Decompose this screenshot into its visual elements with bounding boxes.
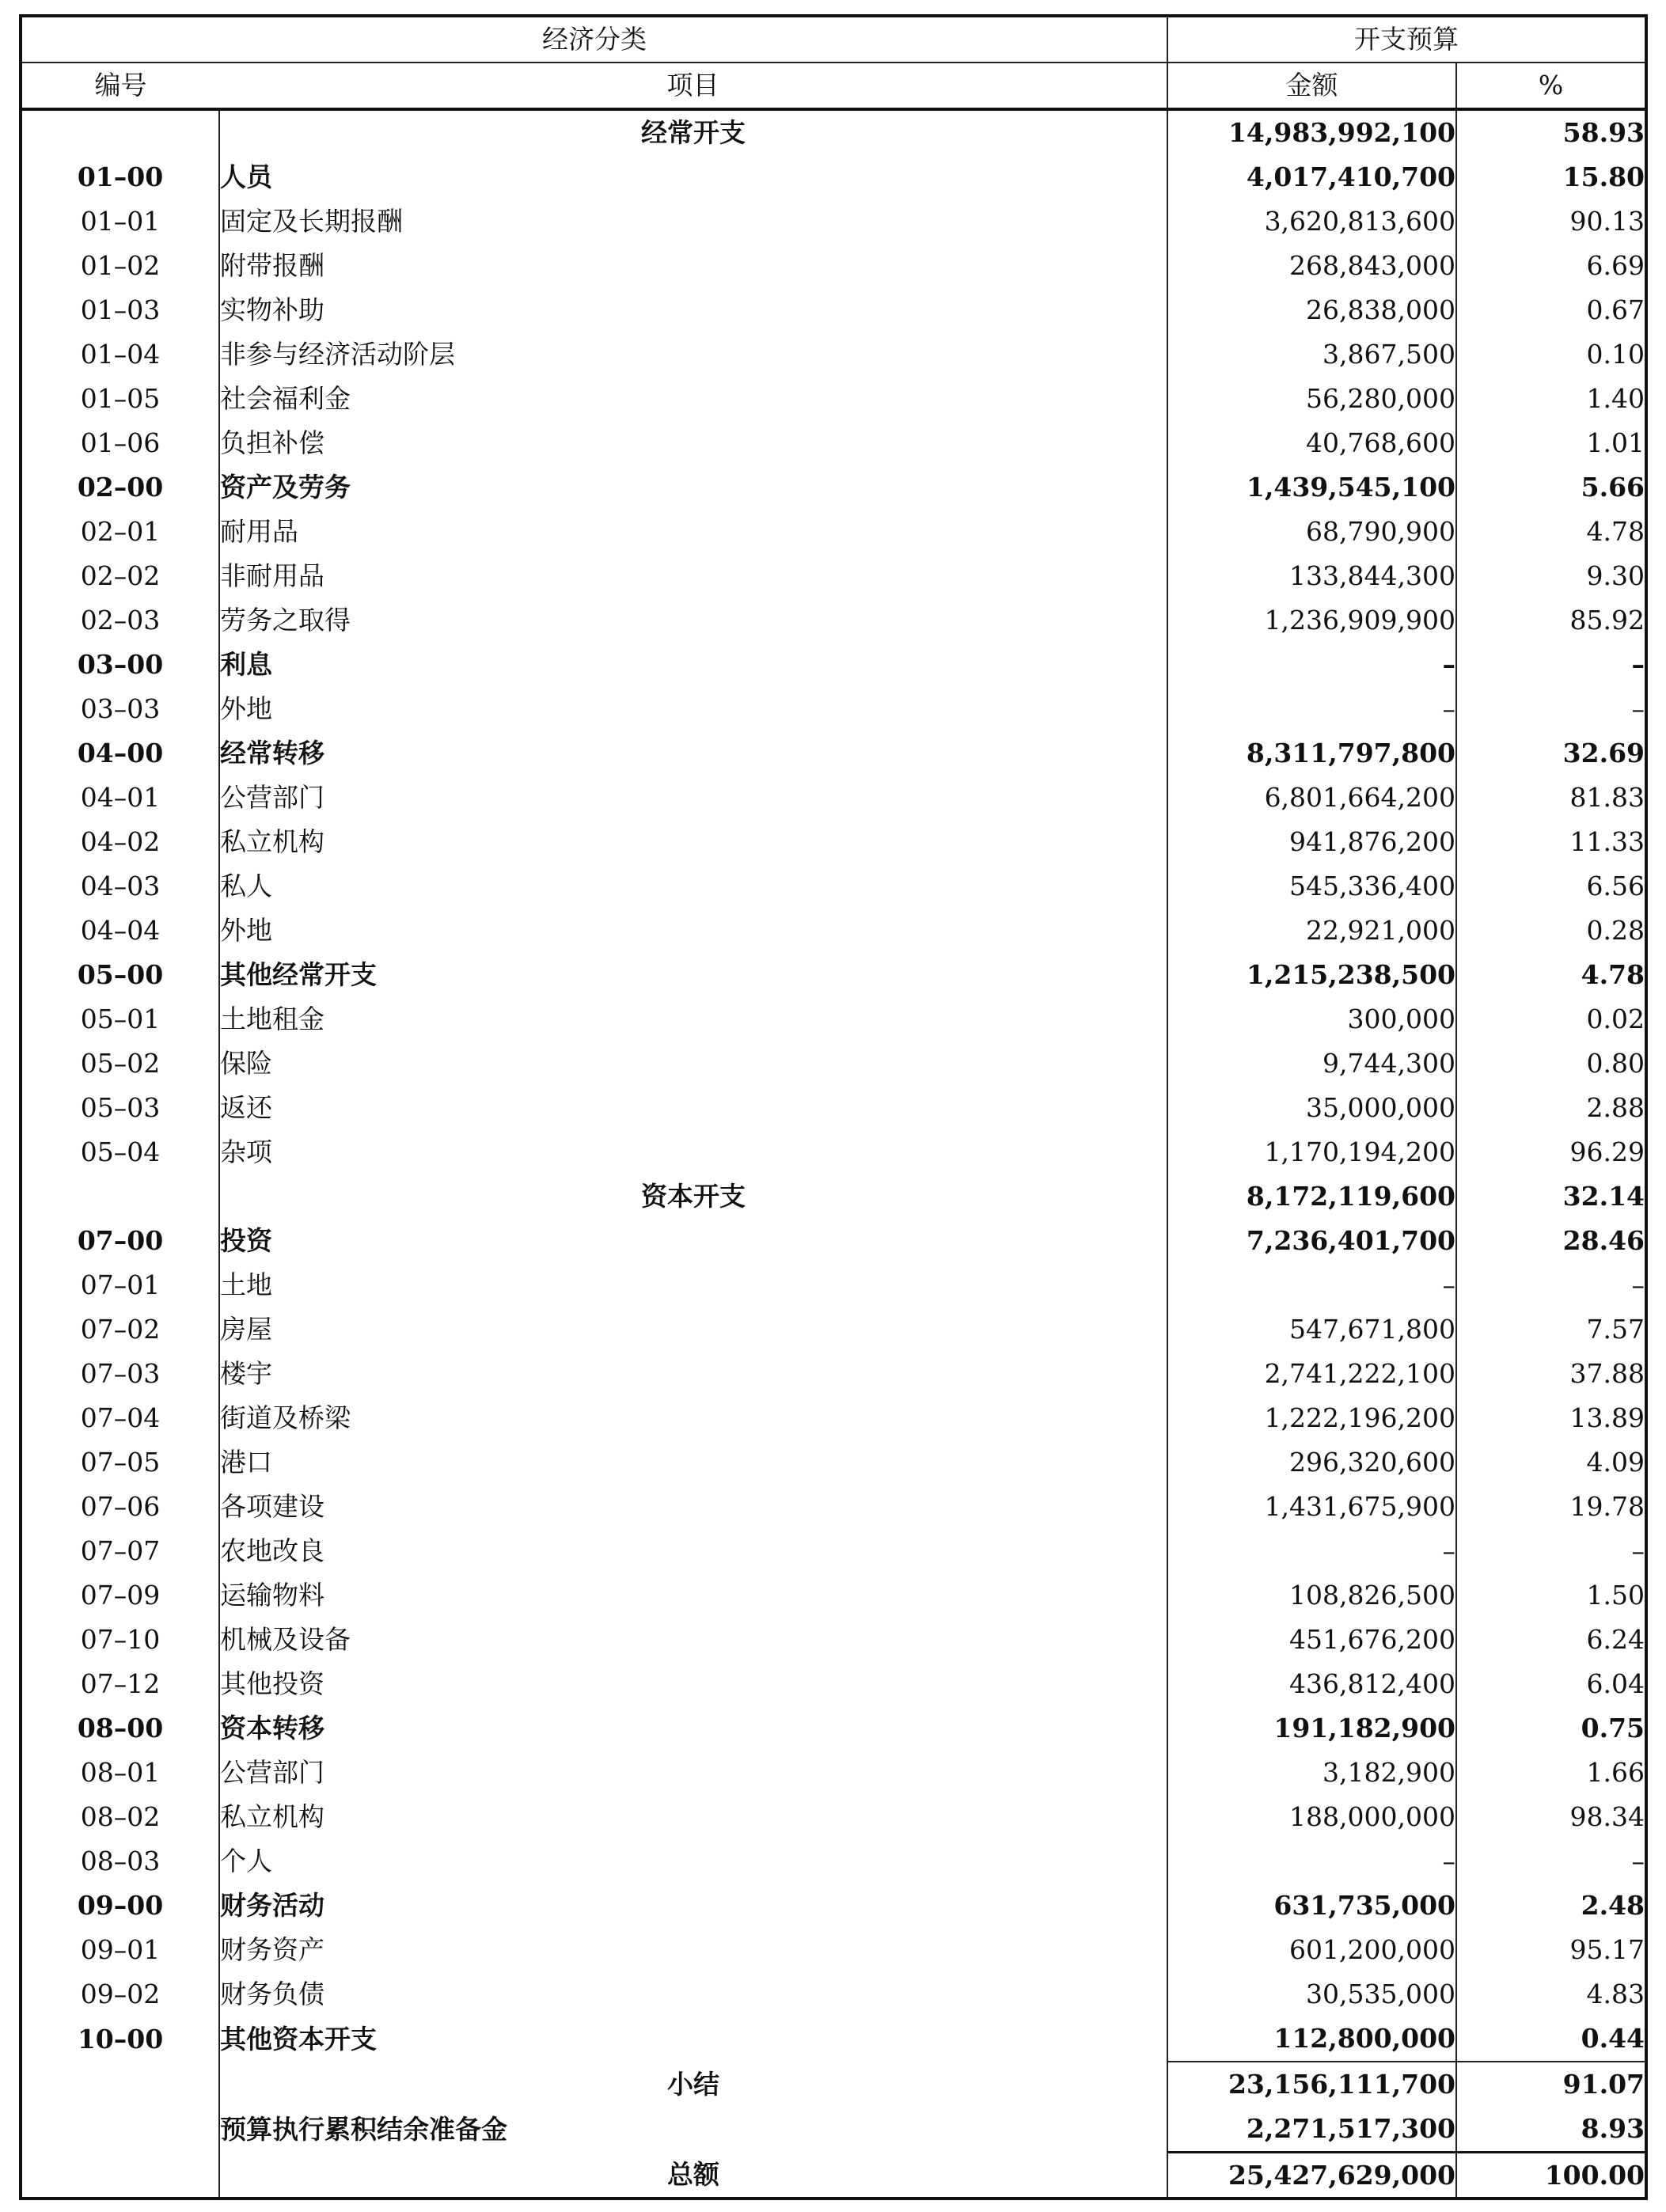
budget-table-sheet [19, 14, 1648, 2200]
row-percent: 98.34 [1456, 1795, 1645, 1839]
row-code: 04–03 [22, 864, 219, 909]
table-row [22, 421, 1645, 465]
row-item: 负担补偿 [220, 427, 324, 458]
header-code: 编号 [22, 63, 219, 109]
row-item: 其他经常开支 [220, 959, 377, 990]
table-row [22, 864, 1645, 909]
row-amount: 545,336,400 [1167, 864, 1456, 909]
row-amount: 23,156,111,700 [1167, 2062, 1456, 2107]
row-item: 个人 [220, 1846, 272, 1876]
row-item: 街道及桥梁 [220, 1402, 351, 1433]
row-item: 预算执行累积结余准备金 [220, 2113, 507, 2145]
row-percent: 7.57 [1456, 1307, 1645, 1352]
row-amount: 436,812,400 [1167, 1662, 1456, 1706]
row-code: 04–04 [22, 909, 219, 953]
row-item: 返还 [220, 1092, 272, 1123]
row-code: 02–02 [22, 554, 219, 598]
row-percent: 1.01 [1456, 421, 1645, 465]
row-item: 资本转移 [220, 1713, 324, 1743]
row-percent: 1.66 [1456, 1751, 1645, 1795]
row-amount: 547,671,800 [1167, 1307, 1456, 1352]
row-item: 财务活动 [220, 1890, 324, 1921]
row-amount: 1,170,194,200 [1167, 1130, 1456, 1174]
row-item: 非耐用品 [220, 560, 324, 591]
row-code: 05–02 [22, 1041, 219, 1086]
row-amount: 188,000,000 [1167, 1795, 1456, 1839]
table-row [22, 510, 1645, 554]
row-item: 耐用品 [220, 516, 298, 547]
row-amount: 4,017,410,700 [1167, 155, 1456, 199]
row-item: 人员 [220, 161, 272, 192]
row-percent: 4.78 [1456, 953, 1645, 997]
row-percent: 0.67 [1456, 288, 1645, 332]
row-code: 02–00 [22, 465, 219, 510]
table-row [22, 1928, 1645, 1972]
row-percent: 0.80 [1456, 1041, 1645, 1086]
row-amount: 1,215,238,500 [1167, 953, 1456, 997]
row-item: 投资 [220, 1225, 272, 1256]
table-row [22, 1086, 1645, 1130]
row-percent: 19.78 [1456, 1485, 1645, 1529]
row-code: 09–01 [22, 1928, 219, 1972]
row-amount: 7,236,401,700 [1167, 1219, 1456, 1263]
table-row [22, 1529, 1645, 1573]
row-code: 07–06 [22, 1485, 219, 1529]
table-row [22, 1263, 1645, 1307]
row-code: 03–03 [22, 687, 219, 731]
row-percent: 9.30 [1456, 554, 1645, 598]
row-code: 02–03 [22, 598, 219, 643]
row-code: 01–06 [22, 421, 219, 465]
row-item: 外地 [220, 693, 272, 724]
row-item: 利息 [220, 649, 272, 680]
row-code: 07–04 [22, 1396, 219, 1440]
row-code: 01–00 [22, 155, 219, 199]
row-item: 其他投资 [220, 1668, 324, 1699]
row-amount: 3,182,900 [1167, 1751, 1456, 1795]
row-item: 杂项 [220, 1136, 272, 1167]
row-item: 外地 [220, 915, 272, 946]
row-percent: 6.56 [1456, 864, 1645, 909]
table-row [22, 332, 1645, 377]
table-row [22, 1751, 1645, 1795]
row-amount: 26,838,000 [1167, 288, 1456, 332]
row-code: 01–01 [22, 199, 219, 244]
row-item: 小结 [667, 2068, 719, 2100]
row-amount: 68,790,900 [1167, 510, 1456, 554]
row-code: 04–01 [22, 776, 219, 820]
row-item: 土地租金 [220, 1004, 324, 1034]
row-percent: 4.09 [1456, 1440, 1645, 1485]
table-row [22, 1573, 1645, 1618]
row-item: 私立机构 [220, 1801, 324, 1832]
table-row [22, 554, 1645, 598]
row-item: 土地 [220, 1269, 272, 1300]
row-item: 其他资本开支 [220, 2023, 377, 2055]
row-amount: 25,427,629,000 [1167, 2153, 1456, 2199]
row-percent: 32.14 [1456, 1174, 1645, 1219]
row-amount: 40,768,600 [1167, 421, 1456, 465]
table-row [22, 1884, 1645, 1928]
header-item: 项目 [219, 63, 1167, 109]
row-code: 09–00 [22, 1884, 219, 1928]
row-item: 经常开支 [641, 117, 746, 148]
table-row [22, 377, 1645, 421]
row-amount: – [1167, 1263, 1456, 1307]
row-percent: 81.83 [1456, 776, 1645, 820]
row-percent: 6.69 [1456, 244, 1645, 288]
row-percent: 11.33 [1456, 820, 1645, 864]
row-item: 私立机构 [220, 826, 324, 857]
row-code: 05–04 [22, 1130, 219, 1174]
row-item: 资本开支 [641, 1181, 746, 1212]
row-item: 资产及劳务 [220, 472, 351, 503]
row-percent: 96.29 [1456, 1130, 1645, 1174]
row-item: 总额 [667, 2159, 719, 2191]
row-percent: – [1456, 643, 1645, 687]
table-row [22, 1706, 1645, 1751]
row-percent: 90.13 [1456, 199, 1645, 244]
row-amount: 1,431,675,900 [1167, 1485, 1456, 1529]
table-row [22, 1972, 1645, 2017]
row-percent: 4.78 [1456, 510, 1645, 554]
row-percent: 1.50 [1456, 1573, 1645, 1618]
row-code: 05–03 [22, 1086, 219, 1130]
row-amount: 6,801,664,200 [1167, 776, 1456, 820]
table-row [22, 2107, 1645, 2153]
row-percent: 58.93 [1456, 109, 1645, 155]
row-amount: – [1167, 643, 1456, 687]
table-row [22, 2017, 1645, 2062]
row-percent: 6.24 [1456, 1618, 1645, 1662]
row-item: 经常转移 [220, 738, 324, 768]
row-percent: 0.02 [1456, 997, 1645, 1041]
row-amount: 451,676,200 [1167, 1618, 1456, 1662]
table-row [22, 1041, 1645, 1086]
row-item: 港口 [220, 1447, 272, 1478]
table-row [22, 820, 1645, 864]
row-code: 09–02 [22, 1972, 219, 2017]
row-item: 楼宇 [220, 1358, 272, 1389]
row-code [22, 109, 219, 155]
row-item: 私人 [220, 871, 272, 901]
row-amount: 3,620,813,600 [1167, 199, 1456, 244]
row-item: 非参与经济活动阶层 [220, 339, 455, 370]
row-code: 01–05 [22, 377, 219, 421]
row-percent: 0.75 [1456, 1706, 1645, 1751]
row-percent: 5.66 [1456, 465, 1645, 510]
row-amount: 108,826,500 [1167, 1573, 1456, 1618]
row-amount: 35,000,000 [1167, 1086, 1456, 1130]
table-row [22, 731, 1645, 776]
row-percent: 95.17 [1456, 1928, 1645, 1972]
table-row [22, 199, 1645, 244]
row-percent: 100.00 [1456, 2153, 1645, 2199]
row-amount: 2,271,517,300 [1167, 2107, 1456, 2153]
budget-table [22, 17, 1645, 2198]
row-code: 08–03 [22, 1839, 219, 1884]
row-amount: 8,311,797,800 [1167, 731, 1456, 776]
row-amount: 14,983,992,100 [1167, 109, 1456, 155]
row-percent: 0.10 [1456, 332, 1645, 377]
row-percent: 28.46 [1456, 1219, 1645, 1263]
table-row [22, 1174, 1645, 1219]
row-amount: 2,741,222,100 [1167, 1352, 1456, 1396]
row-item: 房屋 [220, 1314, 272, 1345]
row-amount: 3,867,500 [1167, 332, 1456, 377]
table-row [22, 909, 1645, 953]
row-code: 04–02 [22, 820, 219, 864]
row-percent: 6.04 [1456, 1662, 1645, 1706]
table-row [22, 465, 1645, 510]
row-code [22, 1174, 219, 1219]
row-code: 01–02 [22, 244, 219, 288]
row-code: 07–00 [22, 1219, 219, 1263]
row-amount: 112,800,000 [1167, 2017, 1456, 2062]
row-item: 财务资产 [220, 1934, 324, 1965]
row-code: 01–03 [22, 288, 219, 332]
table-row [22, 1352, 1645, 1396]
row-amount: 133,844,300 [1167, 554, 1456, 598]
table-row [22, 2062, 1645, 2107]
row-amount: 22,921,000 [1167, 909, 1456, 953]
header-expenditure-budget: 开支预算 [1167, 17, 1645, 63]
row-code: 07–01 [22, 1263, 219, 1307]
table-row [22, 953, 1645, 997]
table-row [22, 776, 1645, 820]
row-code: 03–00 [22, 643, 219, 687]
row-amount: 300,000 [1167, 997, 1456, 1041]
row-amount: – [1167, 1529, 1456, 1573]
row-percent: 32.69 [1456, 731, 1645, 776]
table-row [22, 1839, 1645, 1884]
row-amount: 1,439,545,100 [1167, 465, 1456, 510]
row-code: 05–01 [22, 997, 219, 1041]
row-item: 社会福利金 [220, 383, 351, 414]
table-row [22, 598, 1645, 643]
row-item: 固定及长期报酬 [220, 206, 403, 237]
row-percent: 8.93 [1456, 2107, 1645, 2153]
table-row [22, 1307, 1645, 1352]
row-amount: 56,280,000 [1167, 377, 1456, 421]
row-item: 各项建设 [220, 1491, 324, 1522]
row-code: 07–05 [22, 1440, 219, 1485]
row-code: 07–03 [22, 1352, 219, 1396]
row-percent: 1.40 [1456, 377, 1645, 421]
row-item: 公营部门 [220, 1757, 324, 1788]
row-percent: 0.44 [1456, 2017, 1645, 2062]
header-economic-classification: 经济分类 [22, 17, 1167, 63]
table-row [22, 109, 1645, 155]
row-amount: 268,843,000 [1167, 244, 1456, 288]
row-code [22, 2153, 219, 2199]
row-amount: – [1167, 1839, 1456, 1884]
row-code: 08–00 [22, 1706, 219, 1751]
row-code: 04–00 [22, 731, 219, 776]
row-item: 保险 [220, 1048, 272, 1079]
row-amount: 941,876,200 [1167, 820, 1456, 864]
header-group-row [22, 17, 1645, 63]
row-item: 财务负债 [220, 1979, 324, 2009]
row-percent: – [1456, 1529, 1645, 1573]
table-body [22, 109, 1645, 2198]
row-percent: 91.07 [1456, 2062, 1645, 2107]
row-item: 实物补助 [220, 294, 324, 325]
row-amount: 631,735,000 [1167, 1884, 1456, 1928]
table-row [22, 1130, 1645, 1174]
row-percent: 2.88 [1456, 1086, 1645, 1130]
row-code: 05–00 [22, 953, 219, 997]
row-item: 机械及设备 [220, 1624, 351, 1655]
row-percent: – [1456, 687, 1645, 731]
row-item: 劳务之取得 [220, 605, 351, 636]
row-item: 农地改良 [220, 1535, 324, 1566]
row-amount: – [1167, 687, 1456, 731]
table-row [22, 155, 1645, 199]
row-amount: 30,535,000 [1167, 1972, 1456, 2017]
table-row [22, 1618, 1645, 1662]
row-percent: 37.88 [1456, 1352, 1645, 1396]
row-code [22, 2107, 219, 2153]
table-row [22, 2153, 1645, 2199]
row-percent: 13.89 [1456, 1396, 1645, 1440]
row-amount: 8,172,119,600 [1167, 1174, 1456, 1219]
table-row [22, 687, 1645, 731]
row-percent: 15.80 [1456, 155, 1645, 199]
row-code: 08–01 [22, 1751, 219, 1795]
row-code: 08–02 [22, 1795, 219, 1839]
table-row [22, 1440, 1645, 1485]
row-code: 07–07 [22, 1529, 219, 1573]
row-percent: 85.92 [1456, 598, 1645, 643]
table-row [22, 997, 1645, 1041]
row-code: 07–12 [22, 1662, 219, 1706]
row-code: 07–09 [22, 1573, 219, 1618]
row-percent: – [1456, 1839, 1645, 1884]
row-percent: – [1456, 1263, 1645, 1307]
table-row [22, 244, 1645, 288]
row-amount: 296,320,600 [1167, 1440, 1456, 1485]
row-code: 07–10 [22, 1618, 219, 1662]
row-percent: 0.28 [1456, 909, 1645, 953]
row-amount: 191,182,900 [1167, 1706, 1456, 1751]
row-code: 01–04 [22, 332, 219, 377]
row-code: 10–00 [22, 2017, 219, 2062]
row-code [22, 2062, 219, 2107]
table-row [22, 1219, 1645, 1263]
header-column-row [22, 63, 1645, 109]
header-percent: % [1456, 63, 1645, 109]
row-amount: 9,744,300 [1167, 1041, 1456, 1086]
table-row [22, 643, 1645, 687]
table-row [22, 1662, 1645, 1706]
table-row [22, 288, 1645, 332]
row-amount: 1,236,909,900 [1167, 598, 1456, 643]
table-row [22, 1795, 1645, 1839]
row-amount: 601,200,000 [1167, 1928, 1456, 1972]
row-amount: 1,222,196,200 [1167, 1396, 1456, 1440]
row-item: 运输物料 [220, 1580, 324, 1611]
row-code: 07–02 [22, 1307, 219, 1352]
row-percent: 4.83 [1456, 1972, 1645, 2017]
row-item: 附带报酬 [220, 250, 324, 281]
row-percent: 2.48 [1456, 1884, 1645, 1928]
row-code: 02–01 [22, 510, 219, 554]
row-item: 公营部门 [220, 782, 324, 813]
table-row [22, 1485, 1645, 1529]
header-amount: 金额 [1167, 63, 1456, 109]
table-row [22, 1396, 1645, 1440]
